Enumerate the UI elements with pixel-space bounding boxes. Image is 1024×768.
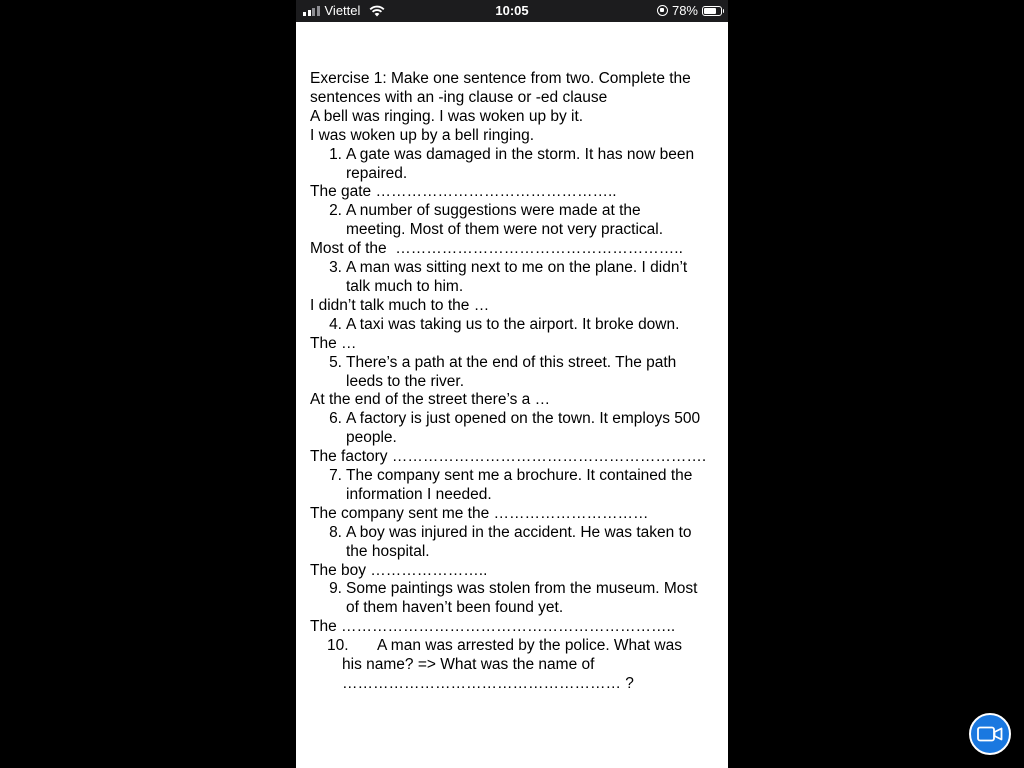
- item-text: [346, 316, 722, 335]
- exercise-item-6: [310, 410, 722, 448]
- exercise-item-7: [310, 467, 722, 505]
- item-number: 9.: [329, 580, 342, 598]
- exercise-item-1: [310, 146, 722, 184]
- answer-line: ……………………………………………… ?: [342, 675, 634, 692]
- battery-percent: 78%: [671, 3, 698, 18]
- item-text: [346, 354, 722, 392]
- exercise-list: [310, 146, 722, 638]
- item-text: [346, 259, 722, 297]
- exercise-item-5: [310, 354, 722, 392]
- exercise-item-2: [310, 202, 722, 240]
- status-right: [657, 3, 722, 18]
- exercise-item-10: [310, 637, 722, 656]
- item-number: 10.: [327, 637, 349, 655]
- item-line: leeds to the river.: [346, 372, 465, 390]
- item-number: 5.: [329, 353, 342, 371]
- item-text: [346, 524, 722, 562]
- item-line: Some paintings was stolen from the museum. Most: [346, 580, 698, 598]
- item-line: his name? => What was the name of: [342, 656, 595, 674]
- answer-line: The factory …………………………………………………….: [310, 448, 707, 466]
- example-answer: I was woken up by a bell ringing.: [310, 126, 535, 144]
- answer-line: The …: [310, 334, 357, 352]
- answer-line: The gate ………………………………………..: [310, 183, 617, 201]
- battery-icon: [702, 6, 722, 16]
- item-line: people.: [346, 429, 397, 447]
- item-number: 1.: [329, 145, 342, 163]
- item-line: meeting. Most of them were not very practical.: [346, 221, 664, 239]
- exercise-instructions: sentences with an -ing clause or -ed clause: [310, 88, 608, 106]
- example-question: A bell was ringing. I was woken up by it.: [310, 107, 584, 125]
- document-body: [310, 70, 722, 694]
- item-number: 8.: [329, 523, 342, 541]
- item-text: [346, 146, 722, 184]
- answer-line: At the end of the street there’s a …: [310, 391, 551, 409]
- item-text: [346, 202, 722, 240]
- item-line: of them haven’t been found yet.: [346, 599, 564, 617]
- item-line: A man was sitting next to me on the plane. I didn’t: [346, 259, 688, 277]
- answer-line: The company sent me the …………………………: [310, 504, 649, 522]
- item-line: repaired.: [346, 164, 408, 182]
- video-call-button[interactable]: [969, 713, 1011, 755]
- item-number: 6.: [329, 410, 342, 428]
- item-text: [346, 467, 722, 505]
- item-number: 4.: [329, 315, 342, 333]
- exercise-item-4: [310, 316, 722, 335]
- answer-line: The boy …………………..: [310, 561, 488, 579]
- exercise-item-3: [310, 259, 722, 297]
- item-line: talk much to him.: [346, 277, 464, 295]
- item-text: [346, 580, 722, 618]
- phone-screen: [296, 0, 728, 768]
- item-number: 3.: [329, 259, 342, 277]
- item-line: A number of suggestions were made at the: [346, 202, 641, 220]
- exercise-item-9: [310, 580, 722, 618]
- item-line: A factory is just opened on the town. It employs 500: [346, 410, 701, 428]
- item-line: A taxi was taking us to the airport. It broke down.: [346, 315, 680, 333]
- item-number: 2.: [329, 202, 342, 220]
- item-line: A gate was damaged in the storm. It has now been: [346, 145, 695, 163]
- item-line: The company sent me a brochure. It contained the: [346, 467, 693, 485]
- item-number: 7.: [329, 467, 342, 485]
- item-line: A boy was injured in the accident. He was taken to: [346, 523, 692, 541]
- rotation-lock-icon: [657, 5, 668, 16]
- status-bar: [296, 0, 728, 22]
- item-line: A man was arrested by the police. What was: [377, 637, 682, 655]
- video-camera-icon: [977, 726, 1003, 742]
- exercise-title: Exercise 1: Make one sentence from two. Complete the: [310, 70, 691, 87]
- answer-line: The ………………………………………………………..: [310, 618, 676, 636]
- clock: 10:05: [495, 3, 529, 18]
- item-line: the hospital.: [346, 542, 430, 560]
- item-line: There’s a path at the end of this street. The path: [346, 353, 677, 371]
- exercise-item-8: [310, 524, 722, 562]
- answer-line: I didn’t talk much to the …: [310, 296, 490, 314]
- carrier-name: Viettel: [324, 3, 361, 18]
- answer-line: Most of the ………………………………………………..: [310, 240, 683, 258]
- item-line: information I needed.: [346, 485, 492, 503]
- item-text: [346, 410, 722, 448]
